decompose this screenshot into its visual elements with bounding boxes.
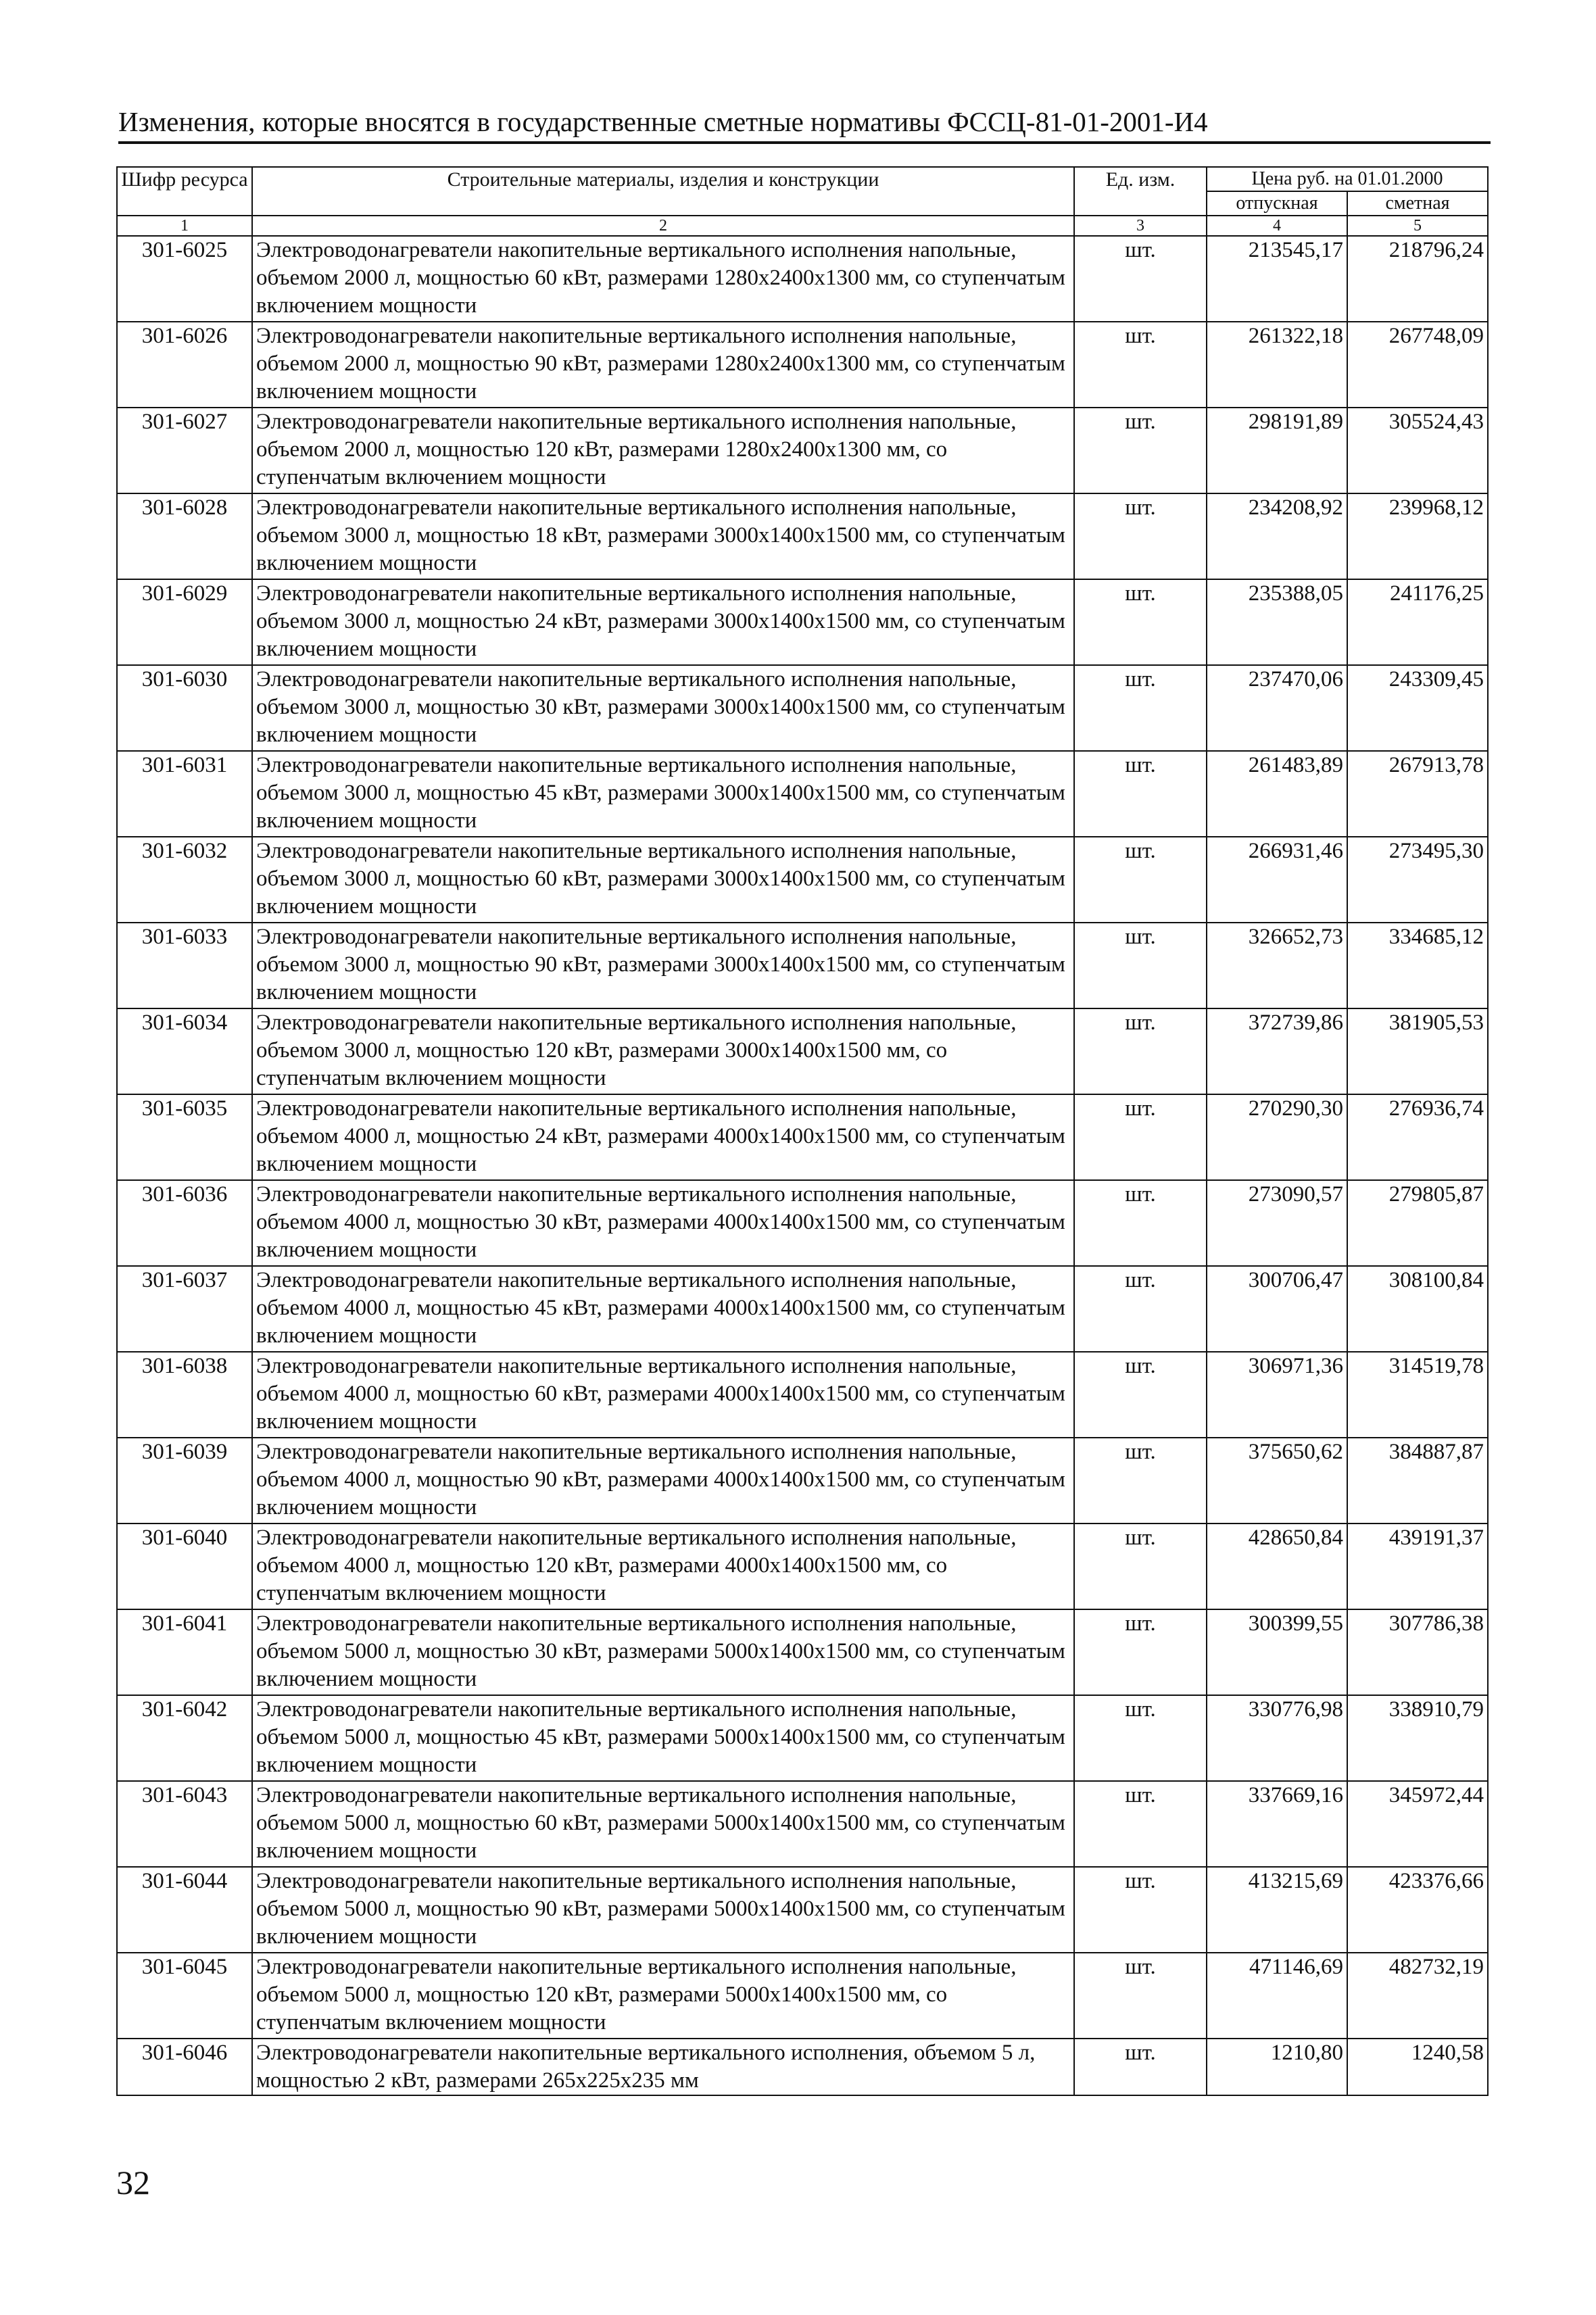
item-unit: шт. (1074, 751, 1207, 837)
price-release: 298191,89 (1207, 408, 1347, 493)
item-unit: шт. (1074, 408, 1207, 493)
resource-code: 301-6026 (117, 322, 252, 408)
resource-code: 301-6043 (117, 1781, 252, 1867)
table-row (117, 1266, 1488, 1352)
item-unit: шт. (1074, 2039, 1207, 2095)
price-release: 300706,47 (1207, 1266, 1347, 1352)
price-estimate: 423376,66 (1347, 1867, 1488, 1953)
price-release: 270290,30 (1207, 1094, 1347, 1180)
resource-code: 301-6037 (117, 1266, 252, 1352)
price-estimate: 267913,78 (1347, 751, 1488, 837)
price-release: 471146,69 (1207, 1953, 1347, 2039)
item-description: Электроводонагреватели накопительные вертикального исполнения напольные, объемом 3000 л, мощностью 90 кВт, размерами 3000х1400х1500 мм, со ступенчатым включением мощности (252, 923, 1074, 1008)
price-estimate: 338910,79 (1347, 1695, 1488, 1781)
price-release: 261322,18 (1207, 322, 1347, 408)
table-row (117, 1524, 1488, 1609)
table-row (117, 665, 1488, 751)
table-body (117, 236, 1488, 2095)
item-unit: шт. (1074, 1438, 1207, 1524)
resource-code: 301-6039 (117, 1438, 252, 1524)
resource-code: 301-6034 (117, 1008, 252, 1094)
table-row (117, 1953, 1488, 2039)
item-unit: шт. (1074, 1695, 1207, 1781)
table-row (117, 322, 1488, 408)
resource-code: 301-6029 (117, 579, 252, 665)
table-row (117, 1609, 1488, 1695)
header-name: Строительные материалы, изделия и конструкции (252, 167, 1074, 216)
item-description: Электроводонагреватели накопительные вертикального исполнения напольные, объемом 3000 л, мощностью 24 кВт, размерами 3000х1400х1500 мм, со ступенчатым включением мощности (252, 579, 1074, 665)
price-estimate: 308100,84 (1347, 1266, 1488, 1352)
resource-code: 301-6041 (117, 1609, 252, 1695)
price-release: 235388,05 (1207, 579, 1347, 665)
table-row (117, 408, 1488, 493)
resource-code: 301-6035 (117, 1094, 252, 1180)
resource-code: 301-6040 (117, 1524, 252, 1609)
item-description: Электроводонагреватели накопительные вертикального исполнения напольные, объемом 5000 л, мощностью 45 кВт, размерами 5000х1400х1500 мм, со ступенчатым включением мощности (252, 1695, 1074, 1781)
price-release: 273090,57 (1207, 1180, 1347, 1266)
item-description: Электроводонагреватели накопительные вертикального исполнения напольные, объемом 5000 л, мощностью 30 кВт, размерами 5000х1400х1500 мм, со ступенчатым включением мощности (252, 1609, 1074, 1695)
price-release: 213545,17 (1207, 236, 1347, 322)
price-release: 337669,16 (1207, 1781, 1347, 1867)
table-row (117, 2039, 1488, 2095)
table-row (117, 923, 1488, 1008)
item-description: Электроводонагреватели накопительные вертикального исполнения напольные, объемом 3000 л, мощностью 60 кВт, размерами 3000х1400х1500 мм, со ступенчатым включением мощности (252, 837, 1074, 923)
item-unit: шт. (1074, 923, 1207, 1008)
column-number: 5 (1347, 216, 1488, 236)
item-unit: шт. (1074, 1266, 1207, 1352)
header-price-estimate: сметная (1347, 191, 1488, 216)
price-table (116, 166, 1489, 2096)
item-unit: шт. (1074, 1094, 1207, 1180)
item-description: Электроводонагреватели накопительные вертикального исполнения напольные, объемом 3000 л, мощностью 45 кВт, размерами 3000х1400х1500 мм, со ступенчатым включением мощности (252, 751, 1074, 837)
price-estimate: 307786,38 (1347, 1609, 1488, 1695)
table-row (117, 579, 1488, 665)
item-unit: шт. (1074, 1008, 1207, 1094)
price-estimate: 345972,44 (1347, 1781, 1488, 1867)
item-unit: шт. (1074, 1524, 1207, 1609)
table-row (117, 1781, 1488, 1867)
price-estimate: 273495,30 (1347, 837, 1488, 923)
price-estimate: 279805,87 (1347, 1180, 1488, 1266)
price-release: 306971,36 (1207, 1352, 1347, 1438)
table-row (117, 837, 1488, 923)
header-code: Шифр ресурса (117, 167, 252, 216)
resource-code: 301-6027 (117, 408, 252, 493)
item-description: Электроводонагреватели накопительные вертикального исполнения напольные, объемом 5000 л, мощностью 120 кВт, размерами 5000х1400х1500 мм, со ступенчатым включением мощности (252, 1953, 1074, 2039)
item-unit: шт. (1074, 1953, 1207, 2039)
page-header: Изменения, которые вносятся в государственные сметные нормативы ФССЦ-81-01-2001-И4 (118, 105, 1491, 144)
price-release: 266931,46 (1207, 837, 1347, 923)
page-number: 32 (116, 2164, 150, 2201)
resource-code: 301-6045 (117, 1953, 252, 2039)
item-description: Электроводонагреватели накопительные вертикального исполнения напольные, объемом 4000 л, мощностью 120 кВт, размерами 4000х1400х1500 мм, со ступенчатым включением мощности (252, 1524, 1074, 1609)
price-estimate: 241176,25 (1347, 579, 1488, 665)
price-release: 428650,84 (1207, 1524, 1347, 1609)
table-row (117, 1094, 1488, 1180)
item-description: Электроводонагреватели накопительные вертикального исполнения напольные, объемом 4000 л, мощностью 45 кВт, размерами 4000х1400х1500 мм, со ступенчатым включением мощности (252, 1266, 1074, 1352)
column-number: 2 (252, 216, 1074, 236)
price-estimate: 239968,12 (1347, 493, 1488, 579)
item-description: Электроводонагреватели накопительные вертикального исполнения напольные, объемом 2000 л, мощностью 90 кВт, размерами 1280х2400х1300 мм, со ступенчатым включением мощности (252, 322, 1074, 408)
resource-code: 301-6031 (117, 751, 252, 837)
column-number-row (117, 216, 1488, 236)
price-release: 413215,69 (1207, 1867, 1347, 1953)
price-release: 234208,92 (1207, 493, 1347, 579)
table-row (117, 1867, 1488, 1953)
item-description: Электроводонагреватели накопительные вертикального исполнения напольные, объемом 4000 л, мощностью 90 кВт, размерами 4000х1400х1500 мм, со ступенчатым включением мощности (252, 1438, 1074, 1524)
price-estimate: 267748,09 (1347, 322, 1488, 408)
item-unit: шт. (1074, 1867, 1207, 1953)
price-estimate: 1240,58 (1347, 2039, 1488, 2095)
item-description: Электроводонагреватели накопительные вертикального исполнения напольные, объемом 4000 л, мощностью 24 кВт, размерами 4000х1400х1500 мм, со ступенчатым включением мощности (252, 1094, 1074, 1180)
item-unit: шт. (1074, 837, 1207, 923)
resource-code: 301-6028 (117, 493, 252, 579)
table-row (117, 1695, 1488, 1781)
table-row (117, 1438, 1488, 1524)
item-unit: шт. (1074, 236, 1207, 322)
price-release: 1210,80 (1207, 2039, 1347, 2095)
price-estimate: 305524,43 (1347, 408, 1488, 493)
resource-code: 301-6033 (117, 923, 252, 1008)
price-estimate: 381905,53 (1347, 1008, 1488, 1094)
item-unit: шт. (1074, 579, 1207, 665)
price-release: 326652,73 (1207, 923, 1347, 1008)
price-estimate: 334685,12 (1347, 923, 1488, 1008)
table-row (117, 1008, 1488, 1094)
price-release: 375650,62 (1207, 1438, 1347, 1524)
price-estimate: 482732,19 (1347, 1953, 1488, 2039)
column-number: 1 (117, 216, 252, 236)
price-release: 261483,89 (1207, 751, 1347, 837)
item-description: Электроводонагреватели накопительные вертикального исполнения напольные, объемом 4000 л, мощностью 60 кВт, размерами 4000х1400х1500 мм, со ступенчатым включением мощности (252, 1352, 1074, 1438)
item-description: Электроводонагреватели накопительные вертикального исполнения напольные, объемом 2000 л, мощностью 120 кВт, размерами 1280х2400х1300 мм, со ступенчатым включением мощности (252, 408, 1074, 493)
column-number: 3 (1074, 216, 1207, 236)
resource-code: 301-6032 (117, 837, 252, 923)
item-unit: шт. (1074, 322, 1207, 408)
item-description: Электроводонагреватели накопительные вертикального исполнения напольные, объемом 3000 л, мощностью 120 кВт, размерами 3000х1400х1500 мм, со ступенчатым включением мощности (252, 1008, 1074, 1094)
header-price-release: отпускная (1207, 191, 1347, 216)
price-estimate: 314519,78 (1347, 1352, 1488, 1438)
item-description: Электроводонагреватели накопительные вертикального исполнения напольные, объемом 3000 л, мощностью 18 кВт, размерами 3000х1400х1500 мм, со ступенчатым включением мощности (252, 493, 1074, 579)
price-release: 372739,86 (1207, 1008, 1347, 1094)
price-release: 300399,55 (1207, 1609, 1347, 1695)
resource-code: 301-6046 (117, 2039, 252, 2095)
price-estimate: 439191,37 (1347, 1524, 1488, 1609)
resource-code: 301-6025 (117, 236, 252, 322)
resource-code: 301-6036 (117, 1180, 252, 1266)
table-row (117, 236, 1488, 322)
item-unit: шт. (1074, 493, 1207, 579)
item-unit: шт. (1074, 1180, 1207, 1266)
header-price-group: Цена руб. на 01.01.2000 (1207, 167, 1488, 191)
item-unit: шт. (1074, 665, 1207, 751)
table-row (117, 493, 1488, 579)
column-number: 4 (1207, 216, 1347, 236)
price-release: 330776,98 (1207, 1695, 1347, 1781)
item-description: Электроводонагреватели накопительные вертикального исполнения напольные, объемом 5000 л, мощностью 60 кВт, размерами 5000х1400х1500 мм, со ступенчатым включением мощности (252, 1781, 1074, 1867)
header-unit: Ед. изм. (1074, 167, 1207, 216)
item-description: Электроводонагреватели накопительные вертикального исполнения напольные, объемом 2000 л, мощностью 60 кВт, размерами 1280х2400х1300 мм, со ступенчатым включением мощности (252, 236, 1074, 322)
item-unit: шт. (1074, 1781, 1207, 1867)
table-row (117, 1352, 1488, 1438)
item-description: Электроводонагреватели накопительные вертикального исполнения напольные, объемом 4000 л, мощностью 30 кВт, размерами 4000х1400х1500 мм, со ступенчатым включением мощности (252, 1180, 1074, 1266)
price-release: 237470,06 (1207, 665, 1347, 751)
price-estimate: 384887,87 (1347, 1438, 1488, 1524)
table-row (117, 751, 1488, 837)
item-description: Электроводонагреватели накопительные вертикального исполнения напольные, объемом 5000 л, мощностью 90 кВт, размерами 5000х1400х1500 мм, со ступенчатым включением мощности (252, 1867, 1074, 1953)
item-unit: шт. (1074, 1352, 1207, 1438)
price-estimate: 243309,45 (1347, 665, 1488, 751)
item-description: Электроводонагреватели накопительные вертикального исполнения напольные, объемом 3000 л, мощностью 30 кВт, размерами 3000х1400х1500 мм, со ступенчатым включением мощности (252, 665, 1074, 751)
resource-code: 301-6030 (117, 665, 252, 751)
item-description: Электроводонагреватели накопительные вертикального исполнения, объемом 5 л, мощностью 2 кВт, размерами 265х225х235 мм (252, 2039, 1074, 2095)
resource-code: 301-6042 (117, 1695, 252, 1781)
table-row (117, 1180, 1488, 1266)
resource-code: 301-6044 (117, 1867, 252, 1953)
price-estimate: 218796,24 (1347, 236, 1488, 322)
item-unit: шт. (1074, 1609, 1207, 1695)
resource-code: 301-6038 (117, 1352, 252, 1438)
price-estimate: 276936,74 (1347, 1094, 1488, 1180)
